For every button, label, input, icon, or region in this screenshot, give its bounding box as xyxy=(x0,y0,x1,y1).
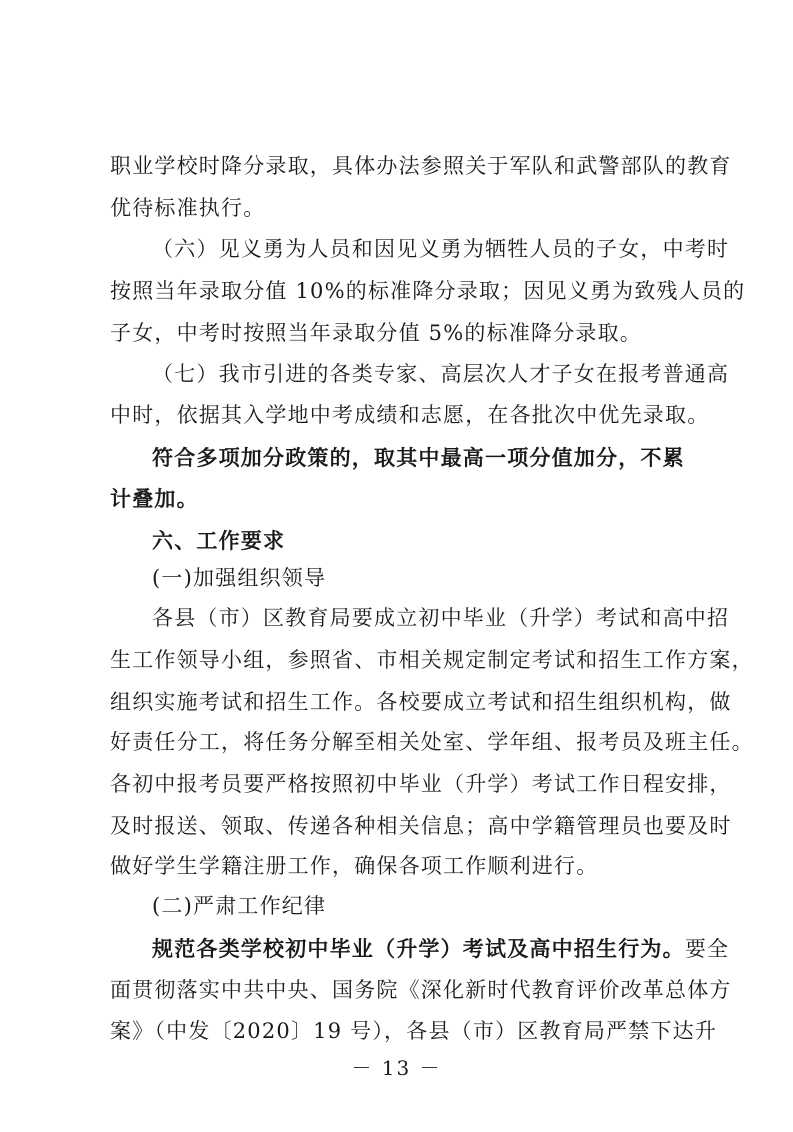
paragraph-line: 子女，中考时按照当年录取分值 5%的标准降分录取。 xyxy=(110,321,642,345)
paragraph-line: 职业学校时降分录取，具体办法参照关于军队和武警部队的教育 xyxy=(110,154,732,178)
paragraph-line: 及时报送、领取、传递各种相关信息；高中学籍管理员也要及时 xyxy=(110,814,732,838)
bold-paragraph-line: 符合多项加分政策的，取其中最高一项分值加分，不累 xyxy=(152,446,685,470)
subsection-heading: (一)加强组织领导 xyxy=(152,566,327,590)
paragraph-line: （六）见义勇为人员和因见义勇为牺牲人员的子女，中考时 xyxy=(152,237,730,261)
paragraph-line: 做好学生学籍注册工作，确保各项工作顺利进行。 xyxy=(110,854,599,878)
paragraph-line: 面贯彻落实中共中央、国务院《深化新时代教育评价改革总体方 xyxy=(110,978,732,1002)
bold-lead-sentence: 规范各类学校初中毕业（升学）考试及高中招生行为。 xyxy=(152,937,685,961)
paragraph-line: （七）我市引进的各类专家、高层次人才子女在报考普通高 xyxy=(152,362,730,386)
paragraph-line: 各县（市）区教育局要成立初中毕业（升学）考试和高中招 xyxy=(152,606,730,630)
page-number: － 13 － xyxy=(351,1056,442,1080)
paragraph-line: 案》（中发〔2020〕19 号），各县（市）区教育局严禁下达升 xyxy=(110,1019,718,1043)
paragraph-line: 生工作领导小组，参照省、市相关规定制定考试和招生工作方案， xyxy=(110,648,754,672)
paragraph-line: 好责任分工，将任务分解至相关处室、学年组、报考员及班主任。 xyxy=(110,730,754,754)
bold-paragraph-line: 计叠加。 xyxy=(110,487,199,511)
paragraph-line xyxy=(152,931,730,967)
paragraph-line: 按照当年录取分值 10%的标准降分录取；因见义勇为致残人员的 xyxy=(110,279,746,303)
subsection-heading: (二)严肃工作纪律 xyxy=(152,894,327,918)
section-heading: 六、工作要求 xyxy=(152,529,286,553)
paragraph-line: 各初中报考员要严格按照初中毕业（升学）考试工作日程安排， xyxy=(110,772,732,796)
paragraph-line: 组织实施考试和招生工作。各校要成立考试和招生组织机构，做 xyxy=(110,690,732,714)
paragraph-line: 中时，依据其入学地中考成绩和志愿，在各批次中优先录取。 xyxy=(110,403,710,427)
paragraph-text: 要全 xyxy=(684,937,730,961)
paragraph-line: 优待标准执行。 xyxy=(110,196,266,220)
